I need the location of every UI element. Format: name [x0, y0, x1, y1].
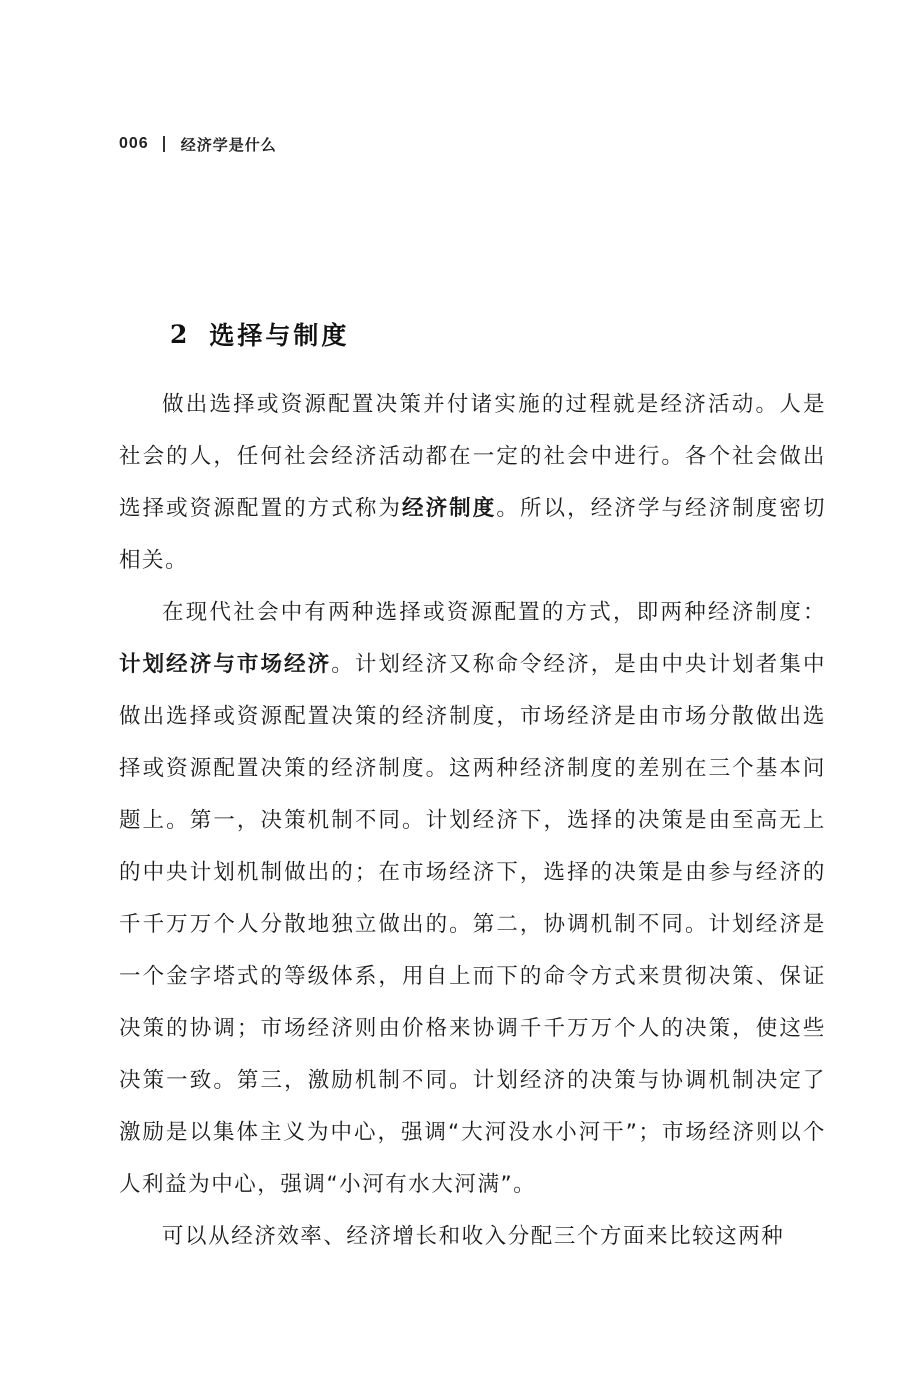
running-head: [119, 131, 277, 157]
term-planned-and-market-economy: 计划经济与市场经济: [119, 652, 332, 677]
page-number: 006: [119, 135, 149, 152]
paragraph-2-text-b: 。计划经济又称命令经济，是由中央计划者集中做出选择或资源配置决策的经济制度，市场经济是由市场分散做出选择或资源配置决策的经济制度。这两种经济制度的差别在三个基本问题上。第一，决策机制不同。计划经济下，选择的决策是由至高无上的中央计划机制做出的；在市场经济下，选择的决策是由参与经济的千千万万个人分散地独立做出的。第二，协调机制不同。计划经济是一个金字塔式的等级体系，用自上而下的命令方式来贯彻决策、保证决策的协调；市场经济则由价格来协调千千万万个人的决策，使这些决策一致。第三，激励机制不同。计划经济的决策与协调机制决定了激励是以集体主义为中心，强调“大河没水小河干”；市场经济则以个人利益为中心，强调“小河有水大河满”。: [119, 652, 826, 1197]
section-heading: [170, 312, 349, 356]
book-title: 经济学是什么: [180, 135, 277, 154]
section-number: 2: [170, 319, 188, 349]
paragraph-2: [119, 587, 826, 1211]
paragraph-3: 可以从经济效率、经济增长和收入分配三个方面来比较这两种: [162, 1224, 785, 1249]
body-text: [119, 379, 826, 1263]
section-title: 选择与制度: [209, 321, 350, 350]
paragraph-1: [119, 379, 826, 587]
paragraph-1-text-a: 做出选择或资源配置决策并付诸实施的过程就是经济活动。人是社会的人，任何社会经济活动都在一定的社会中进行。各个社会做出选择或资源配置的方式称为: [119, 392, 826, 521]
term-economic-system: 经济制度: [402, 496, 497, 521]
header-separator: [163, 136, 165, 152]
paragraph-2-text-a: 在现代社会中有两种选择或资源配置的方式，即两种经济制度：: [162, 600, 826, 625]
paragraph-1-text-b: 。所以，经济学与经济制度密切相关。: [119, 496, 827, 573]
